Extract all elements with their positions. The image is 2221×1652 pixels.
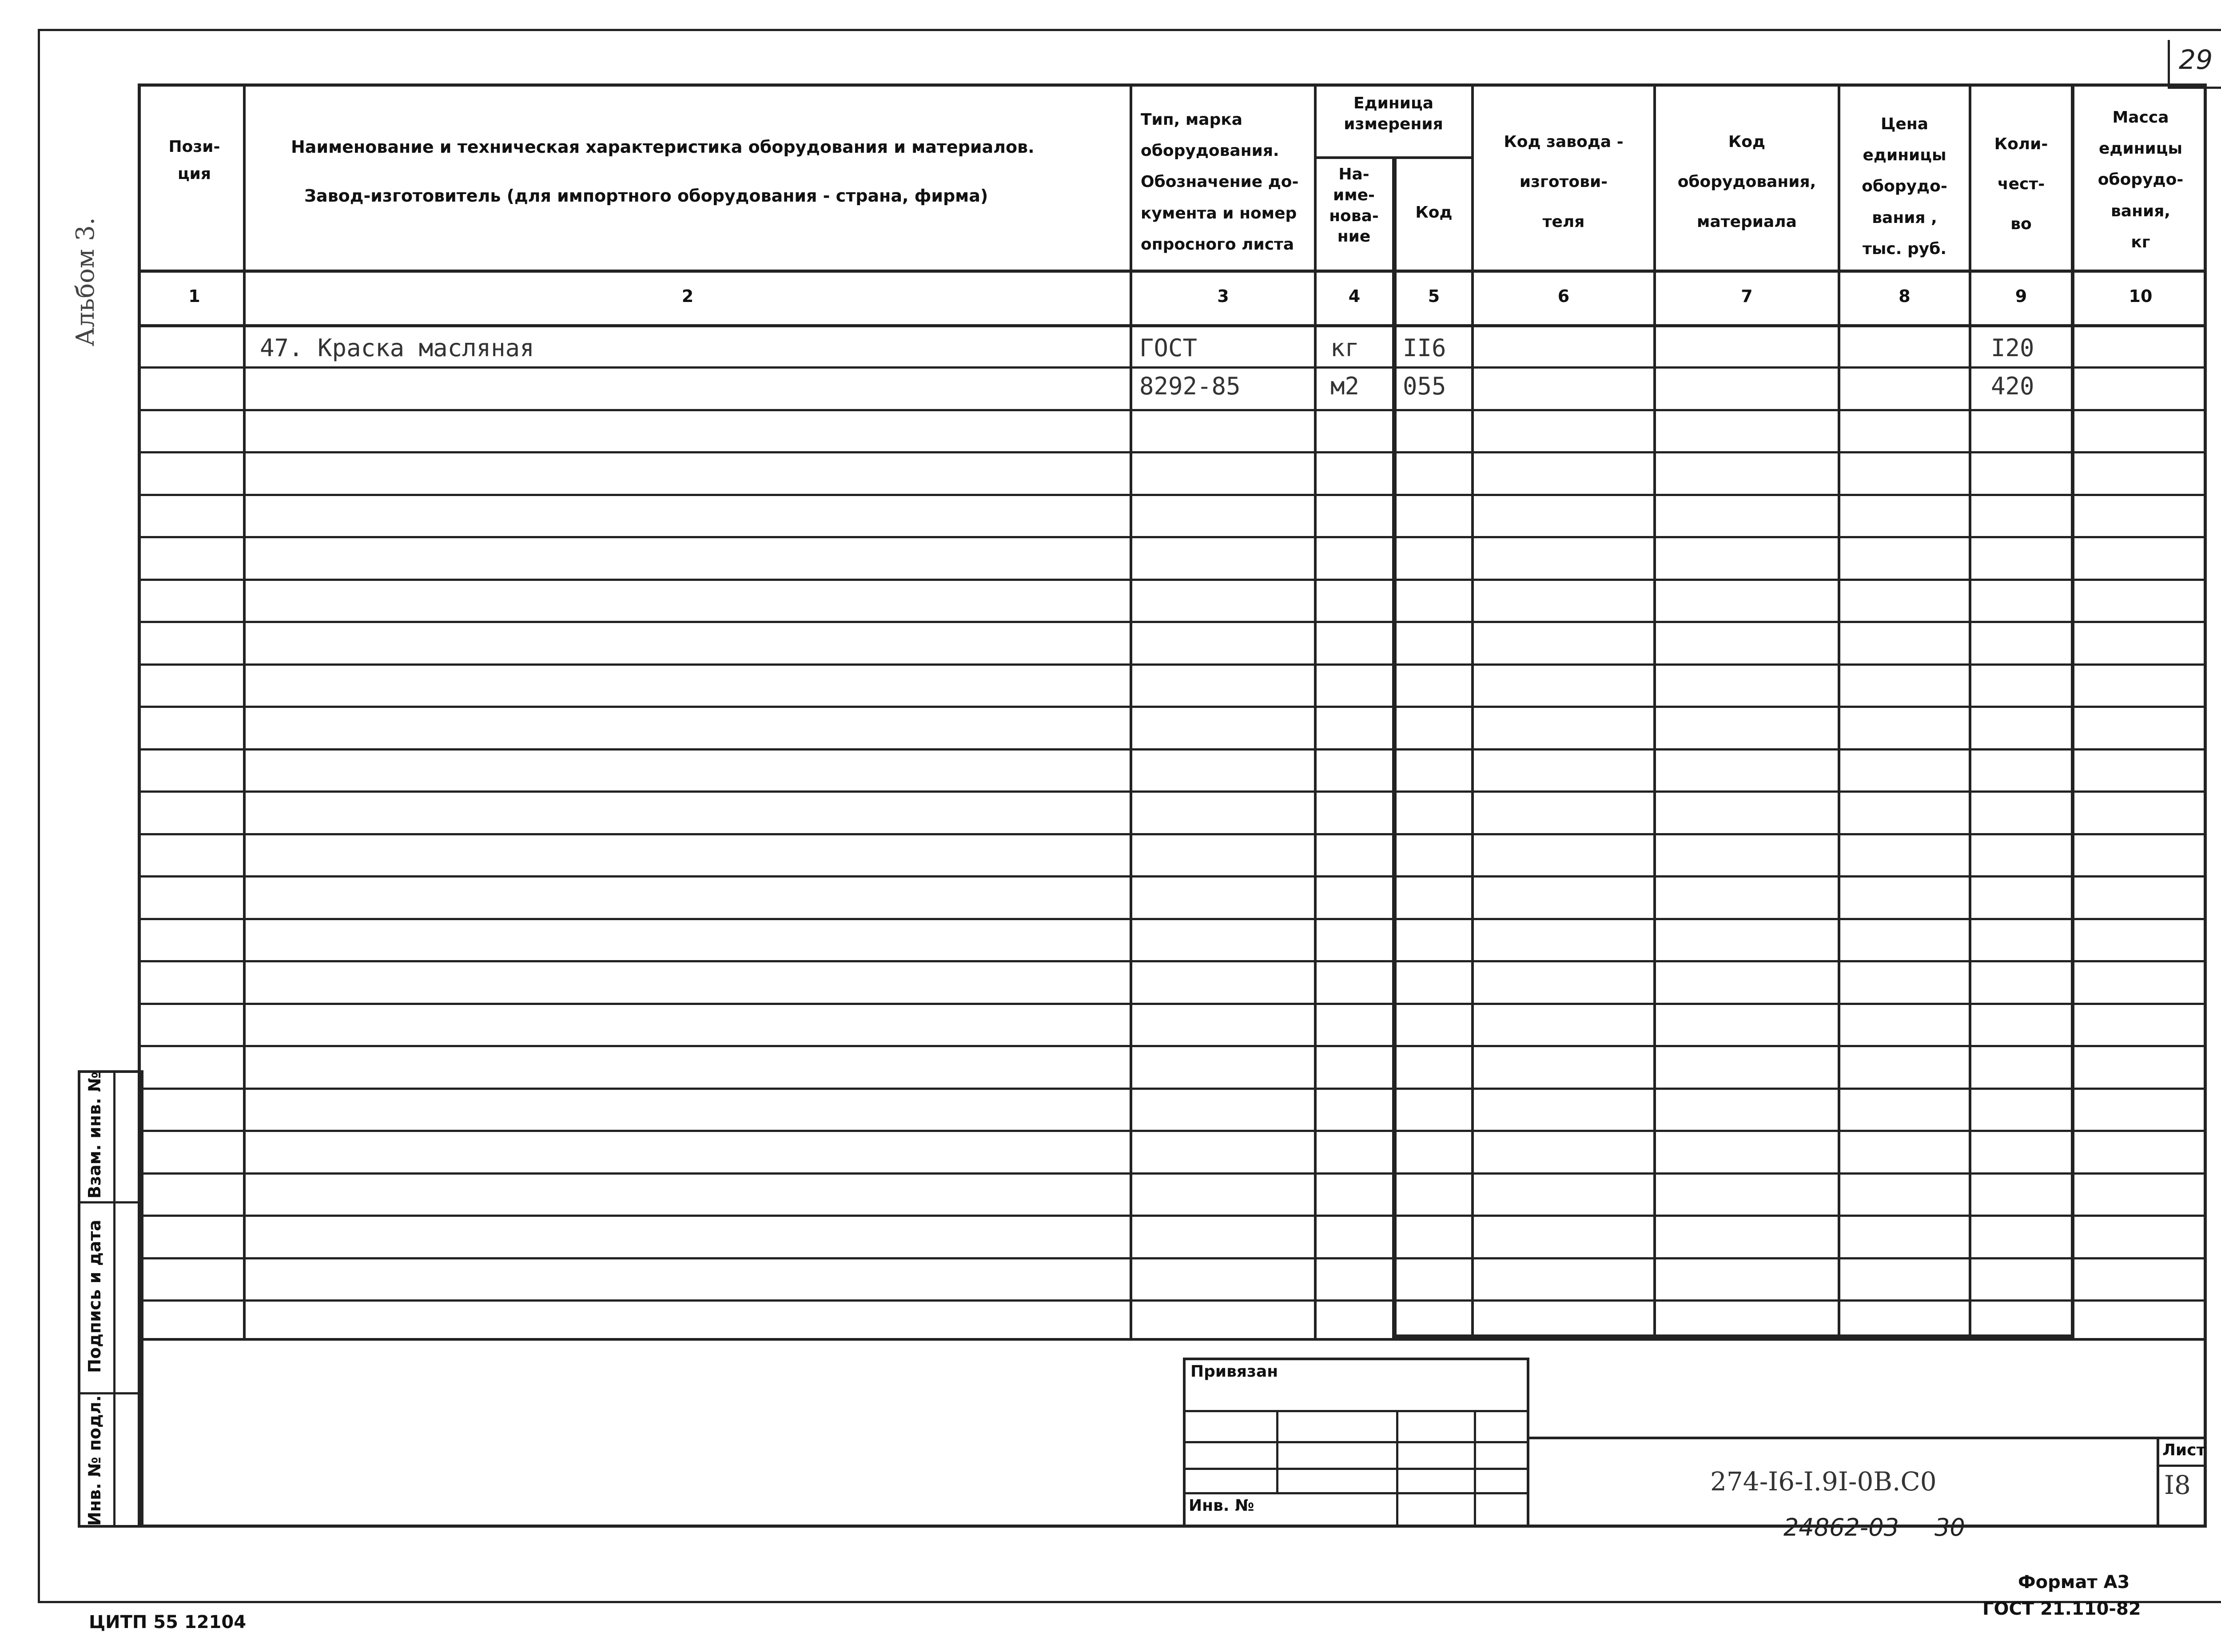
row-line [138, 1257, 2207, 1259]
side-vzam: Взам. инв. № [85, 1072, 104, 1199]
row-line [138, 833, 2207, 835]
row-line [138, 579, 2207, 581]
list-number: I8 [2164, 1470, 2191, 1500]
row2-quantity: 420 [1991, 372, 2034, 400]
header-type: Тип, марка оборудования. Обозначение до- кумента и номер опросного листа [1141, 111, 1299, 254]
list-box-line [2157, 1465, 2207, 1467]
column-number-6: 6 [1557, 286, 1570, 306]
privyazan-line-4 [1183, 1492, 1529, 1494]
album-label-text: Альбом 3. [71, 217, 100, 346]
header-position: Пози- ция [168, 138, 220, 183]
side-stamp-sep-1 [78, 1201, 143, 1203]
table-body-bottom-line [138, 1338, 2207, 1341]
header-name-line2: Завод-изготовитель (для импортного оборудования - страна, фирма) [304, 186, 988, 206]
unit-group-line [1314, 156, 1474, 159]
row-line [138, 1088, 2207, 1090]
column-number-3: 3 [1217, 286, 1229, 306]
row1-quantity: I20 [1991, 334, 2034, 362]
column-number-4: 4 [1348, 286, 1361, 306]
row-line [138, 790, 2207, 793]
list-label: Лист [2162, 1441, 2206, 1459]
corner-sheet-number: 29 [2179, 44, 2213, 75]
row2-type: 8292-85 [1139, 372, 1241, 400]
row-line [138, 536, 2207, 538]
row1-unit: кг [1330, 334, 1360, 362]
header-name-line1: Наименование и техническая характеристика оборудования и материалов. [291, 137, 1035, 157]
privyazan-vline-3 [1474, 1411, 1476, 1528]
citp-label: ЦИТП 55 12104 [89, 1612, 247, 1632]
privyazan-vline-2 [1396, 1411, 1398, 1528]
row-line [138, 1172, 2207, 1175]
privyazan-vline-1 [1276, 1411, 1278, 1493]
row-line [138, 494, 2207, 496]
column-number-10: 10 [2129, 286, 2153, 306]
row-line [138, 1130, 2207, 1132]
row-line [138, 451, 2207, 453]
header-mass: Масса единицы оборудо- вания, кг [2098, 108, 2184, 251]
header-unit-name: На- име- нова- ние [1329, 165, 1379, 246]
privyazan-line-2 [1183, 1441, 1529, 1443]
row-line [138, 1215, 2207, 1217]
row-line [138, 918, 2207, 920]
header-bottom-line [138, 270, 2207, 273]
gost-label: ГОСТ 21.110-82 [1982, 1599, 2141, 1619]
row2-code: 055 [1403, 372, 1446, 400]
column-number-9: 9 [2015, 286, 2027, 306]
row-line [138, 1299, 2207, 1302]
side-podpis: Подпись и дата [85, 1219, 104, 1373]
handwritten-page: 30 [1934, 1513, 1965, 1541]
outer-frame-bottom [38, 1601, 2221, 1603]
side-inv-podl: Инв. № подл. [85, 1395, 104, 1526]
row-line [138, 748, 2207, 751]
row-line [138, 875, 2207, 878]
row-line [138, 1003, 2207, 1005]
format-label: Формат А3 [2018, 1572, 2130, 1592]
side-stamp-divider [113, 1070, 115, 1528]
privyazan-line-1 [1183, 1410, 1529, 1412]
column-number-8: 8 [1899, 286, 1911, 306]
inv-no-label: Инв. № [1189, 1497, 1254, 1515]
row-line [138, 409, 2207, 411]
header-unit-group: Единица измерения [1344, 94, 1443, 133]
title-block-top-line [1528, 1437, 2207, 1439]
row-line [138, 1045, 2207, 1047]
row1-code: II6 [1403, 334, 1446, 362]
privyazan-label: Привязан [1190, 1362, 1278, 1381]
row-line [138, 366, 2207, 369]
document-code: 274-I6-I.9I-0В.С0 [1710, 1466, 1937, 1497]
column-number-line [138, 324, 2207, 327]
row-line [138, 663, 2207, 666]
column-number-1: 1 [188, 286, 200, 306]
column-number-7: 7 [1741, 286, 1753, 306]
album-label [71, 169, 102, 346]
header-unit-code: Код [1415, 203, 1453, 222]
column-number-2: 2 [681, 286, 694, 306]
row-line [138, 706, 2207, 708]
row-line [138, 960, 2207, 962]
row2-unit: м2 [1330, 372, 1360, 400]
header-quantity: Коли- чест- во [1994, 135, 2048, 233]
handwritten-number: 24862-03 [1783, 1513, 1899, 1541]
header-price: Цена единицы оборудо- вания , тыс. руб. [1862, 115, 1947, 258]
row1-name: 47. Краска масляная [260, 334, 534, 362]
row1-type: ГОСТ [1139, 334, 1198, 362]
header-factory-code: Код завода - изготови- теля [1504, 133, 1624, 231]
column-number-5: 5 [1428, 286, 1440, 306]
header-equipment-code: Код оборудования, материала [1677, 133, 1816, 231]
row-line [138, 621, 2207, 623]
privyazan-line-3 [1183, 1468, 1529, 1470]
